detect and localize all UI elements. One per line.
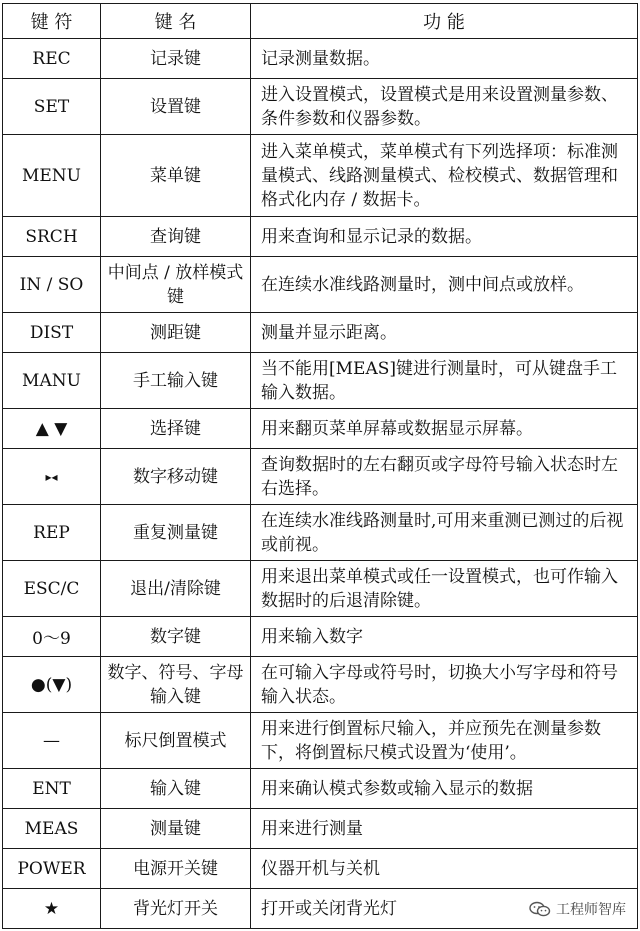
table-row [3,257,638,313]
key-symbol: ESC/C [3,561,101,617]
key-function: 进入菜单模式，菜单模式有下列选择项：标准测量模式、线路测量模式、检校模式、数据管理和格式化内存 / 数据卡。 [251,135,638,217]
key-function: 打开或关闭背光灯 [251,889,638,929]
table-row [3,409,638,449]
key-function: 在连续水准线路测量时，测中间点或放样。 [251,257,638,313]
key-name: 数字键 [101,617,251,657]
key-function: 仪器开机与关机 [251,849,638,889]
key-name: 重复测量键 [101,505,251,561]
header-key: 键 符 [3,4,101,39]
table-row [3,505,638,561]
key-function: 用来进行测量 [251,809,638,849]
watermark [529,899,626,919]
table-row [3,849,638,889]
key-symbol: MEAS [3,809,101,849]
key-name: 中间点 / 放样模式键 [101,257,251,313]
table-row [3,561,638,617]
key-function: 用来翻页菜单屏幕或数据显示屏幕。 [251,409,638,449]
key-symbol-dot: ●(▼) [3,657,101,713]
table-row [3,39,638,79]
table-row [3,79,638,135]
key-name: 记录键 [101,39,251,79]
table-row [3,617,638,657]
key-function: 记录测量数据。 [251,39,638,79]
key-function-table [2,3,638,929]
table-row [3,135,638,217]
table-row [3,657,638,713]
header-function: 功 能 [251,4,638,39]
key-function: 查询数据时的左右翻页或字母符号输入状态时左右选择。 [251,449,638,505]
key-function-table-container [2,3,637,929]
table-row [3,313,638,353]
key-symbol: ENT [3,769,101,809]
key-symbol-star: ★ [3,889,101,929]
table-header-row [3,4,638,39]
key-symbol: REP [3,505,101,561]
key-function: 在可输入字母或符号时，切换大小写字母和符号输入状态。 [251,657,638,713]
table-row [3,353,638,409]
table-row [3,449,638,505]
key-name: 标尺倒置模式 [101,713,251,769]
key-name: 选择键 [101,409,251,449]
key-symbol: DIST [3,313,101,353]
key-function: 用来确认模式参数或输入显示的数据 [251,769,638,809]
key-symbol: REC [3,39,101,79]
key-name: 退出/清除键 [101,561,251,617]
table-row [3,713,638,769]
key-name: 背光灯开关 [101,889,251,929]
key-name: 数字移动键 [101,449,251,505]
key-name: 输入键 [101,769,251,809]
key-symbol: MENU [3,135,101,217]
key-function: 用来退出菜单模式或任一设置模式，也可作输入数据时的后退清除键。 [251,561,638,617]
key-symbol: SET [3,79,101,135]
key-symbol: MANU [3,353,101,409]
key-symbol-left-right-arrows: ▸◂ [3,449,101,505]
key-function: 测量并显示距离。 [251,313,638,353]
key-symbol: POWER [3,849,101,889]
key-function: 用来查询和显示记录的数据。 [251,217,638,257]
table-row [3,217,638,257]
key-name: 查询键 [101,217,251,257]
key-name: 电源开关键 [101,849,251,889]
key-name: 测量键 [101,809,251,849]
table-row [3,769,638,809]
key-function: 进入设置模式，设置模式是用来设置测量参数、条件参数和仪器参数。 [251,79,638,135]
key-symbol: SRCH [3,217,101,257]
key-name: 设置键 [101,79,251,135]
key-name: 菜单键 [101,135,251,217]
key-name: 数字、符号、字母输入键 [101,657,251,713]
header-name: 键 名 [101,4,251,39]
key-symbol-dash: — [3,713,101,769]
key-function: 用来输入数字 [251,617,638,657]
key-name: 测距键 [101,313,251,353]
key-function: 当不能用[MEAS]键进行测量时，可从键盘手工输入数据。 [251,353,638,409]
table-row [3,809,638,849]
key-function: 用来进行倒置标尺输入，并应预先在测量参数下，将倒置标尺模式设置为‘使用’。 [251,713,638,769]
wechat-icon [529,901,551,917]
key-symbol: IN / SO [3,257,101,313]
key-symbol: 0～9 [3,617,101,657]
key-symbol-up-down-arrows: ▲ ▼ [3,409,101,449]
watermark-text: 工程师智库 [556,902,626,918]
key-function: 在连续水准线路测量时,可用来重测已测过的后视或前视。 [251,505,638,561]
key-name: 手工输入键 [101,353,251,409]
